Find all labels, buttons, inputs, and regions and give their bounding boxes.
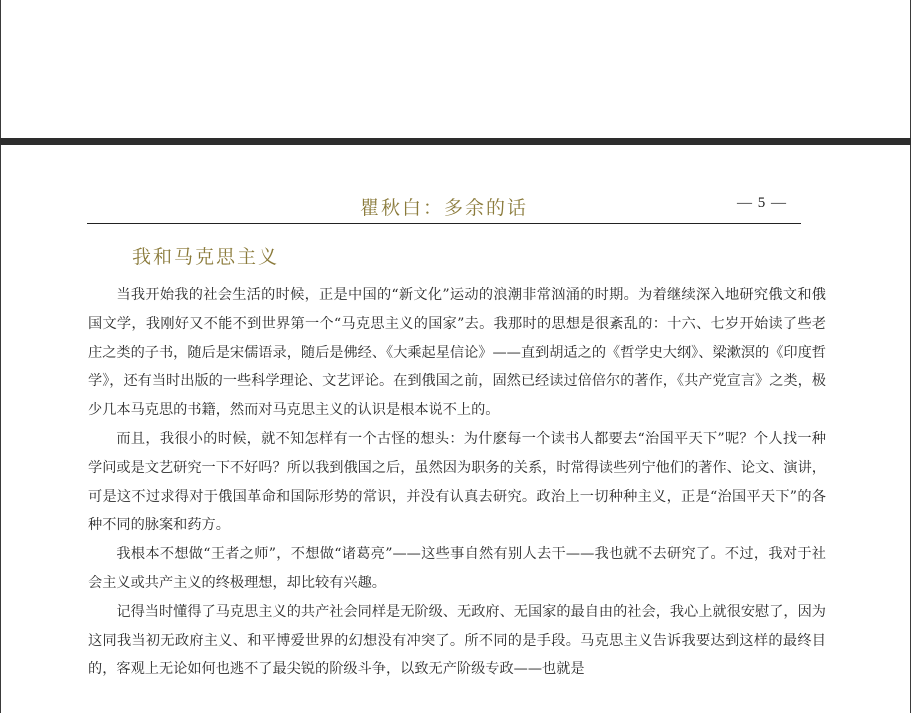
body-text [88, 281, 826, 684]
paragraph: 当我开始我的社会生活的时候，正是中国的“新文化”运动的浪潮非常汹涌的时期。为着继续深入地研究俄文和俄国文学，我刚好又不能不到世界第一个“马克思主义的国家”去。我那时的思想是很紊乱的：十六、七岁开始读了些老庄之类的子书，随后是宋儒语录，随后是佛经、《大乘起星信论》——直到胡适之的《哲学史大纲》、梁漱溟的《印度哲学》，还有当时出版的一些科学理论、文艺评论。在到俄国之前，固然已经读过倍倍尔的著作，《共产党宣言》之类，极少几本马克思的书籍，然而对马克思主义的认识是根本说不上的。 [88, 287, 826, 419]
header-title: 瞿秋白：多余的话 [359, 197, 528, 219]
running-header [87, 189, 801, 224]
paragraph: 记得当时懂得了马克思主义的共产社会同样是无阶级、无政府、无国家的最自由的社会，我心上就很安慰了，因为这同我当初无政府主义、和平博爱世界的幻想没有冲突了。所不同的是手段。马克思主义告诉我要达到这样的最终目的，客观上无论如何也逃不了最尖锐的阶级斗争，以致无产阶级专政——也就是 [88, 603, 826, 678]
section-heading: 我和马克思主义 [132, 246, 280, 268]
page-separator [0, 138, 911, 145]
current-page [0, 145, 911, 713]
paragraph: 而且，我很小的时候，就不知怎样有一个古怪的想头：为什麽每一个读书人都要去“治国平天下”呢？个人找一种学问或是文艺研究一下不好吗？所以我到俄国之后，虽然因为职务的关系，时常得读些列宁他们的著作、论文、演讲，可是这不过求得对于俄国革命和国际形势的常识，并没有认真去研究。政治上一切种种主义，正是“治国平天下”的各种不同的脉案和药方。 [88, 430, 826, 534]
paragraph: 我根本不想做“王者之师”，不想做“诸葛亮”——这些事自然有别人去干——我也就不去研究了。不过，我对于社会主义或共产主义的终极理想，却比较有兴趣。 [88, 546, 826, 591]
previous-page [0, 0, 911, 138]
page-number: — 5 — [737, 195, 787, 211]
